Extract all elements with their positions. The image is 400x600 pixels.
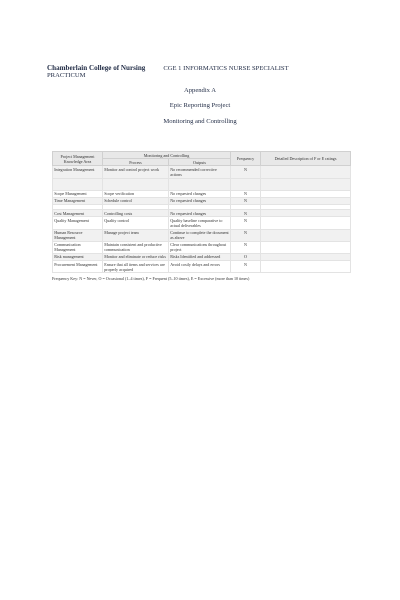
table-row xyxy=(53,210,351,217)
row-process: Monitor and eliminate or reduce risks xyxy=(103,253,169,260)
spacer-cell xyxy=(103,178,169,190)
col-header-group: Monitoring and Controlling xyxy=(103,152,231,159)
col-header-area: Project Management Knowledge Area xyxy=(53,152,103,166)
row-process: Monitor and control project work xyxy=(103,166,169,178)
spacer-cell xyxy=(261,178,351,190)
table-row xyxy=(53,261,351,273)
row-outputs: No requested changes xyxy=(169,190,231,197)
table-row-spacer xyxy=(53,178,351,190)
row-area: Risk management xyxy=(53,253,103,260)
section-title: Monitoring and Controlling xyxy=(163,118,237,125)
row-detail xyxy=(261,229,351,241)
project-title: Epic Reporting Project xyxy=(169,102,231,109)
row-process: Scope verification xyxy=(103,190,169,197)
row-outputs: Clear communications throughout project xyxy=(169,241,231,253)
row-detail xyxy=(261,197,351,204)
row-frequency: N xyxy=(231,210,261,217)
row-detail xyxy=(261,261,351,273)
row-outputs: Avoid costly delays and errors xyxy=(169,261,231,273)
table-row xyxy=(53,241,351,253)
spacer-cell xyxy=(53,178,103,190)
practicum-label: PRACTICUM xyxy=(47,72,86,79)
row-frequency: N xyxy=(231,190,261,197)
course-title: CGE 1 INFORMATICS NURSE SPECIALIST xyxy=(163,65,289,72)
row-process: Manage project team xyxy=(103,229,169,241)
row-frequency: N xyxy=(231,217,261,229)
row-frequency: N xyxy=(231,261,261,273)
frequency-key: Frequency Key: N = Never, O = Occasional (1–4 times), F = Frequent (5–10 times), E = Excessive (more than 10 times) xyxy=(52,276,250,281)
row-frequency: N xyxy=(231,229,261,241)
row-detail xyxy=(261,166,351,178)
row-outputs: No recommended corrective actions xyxy=(169,166,231,178)
row-area: Quality Management xyxy=(53,217,103,229)
row-frequency: N xyxy=(231,197,261,204)
row-area: Human Resource Management xyxy=(53,229,103,241)
row-outputs: No requested changes xyxy=(169,210,231,217)
row-process: Controlling costs xyxy=(103,210,169,217)
row-area: Communication Management xyxy=(53,241,103,253)
col-header-detail: Detailed Description of F or E ratings xyxy=(261,152,351,166)
row-outputs: Quality baseline comparative to actual deliverables xyxy=(169,217,231,229)
row-detail xyxy=(261,210,351,217)
row-area: Integration Management xyxy=(53,166,103,178)
row-outputs: Continue to complete the document as above xyxy=(170,230,229,241)
table-row xyxy=(53,197,351,204)
row-process: Schedule control xyxy=(103,197,169,204)
col-header-outputs: Outputs xyxy=(169,159,231,166)
spacer-cell xyxy=(169,178,231,190)
document-header xyxy=(47,64,377,79)
row-frequency: O xyxy=(231,253,261,260)
table-row xyxy=(53,190,351,197)
row-area: Procurement Management xyxy=(53,261,103,273)
row-detail xyxy=(261,253,351,260)
appendix-title: Appendix A xyxy=(183,87,217,94)
row-frequency: N xyxy=(231,166,261,178)
row-detail xyxy=(261,241,351,253)
row-process: Ensure that all items and services are properly acquired xyxy=(103,261,169,273)
col-header-frequency: Frequency xyxy=(231,152,261,166)
row-frequency: N xyxy=(231,241,261,253)
row-process: Quality control xyxy=(103,217,169,229)
row-detail xyxy=(261,190,351,197)
row-outputs: No requested changes xyxy=(169,197,231,204)
row-detail xyxy=(261,217,351,229)
monitoring-table xyxy=(52,151,351,273)
table-row xyxy=(53,166,351,178)
table-row xyxy=(53,253,351,260)
college-name: Chamberlain College of Nursing xyxy=(47,64,146,72)
row-area: Cost Management xyxy=(53,210,103,217)
row-area: Scope Management xyxy=(53,190,103,197)
row-process: Maintain consistent and productive communication xyxy=(103,241,169,253)
table-row xyxy=(53,229,351,241)
table-row xyxy=(53,217,351,229)
col-header-process: Process xyxy=(103,159,169,166)
row-area: Time Management xyxy=(53,197,103,204)
row-outputs: Risks Identified and addressed xyxy=(169,253,231,260)
spacer-cell xyxy=(231,178,261,190)
